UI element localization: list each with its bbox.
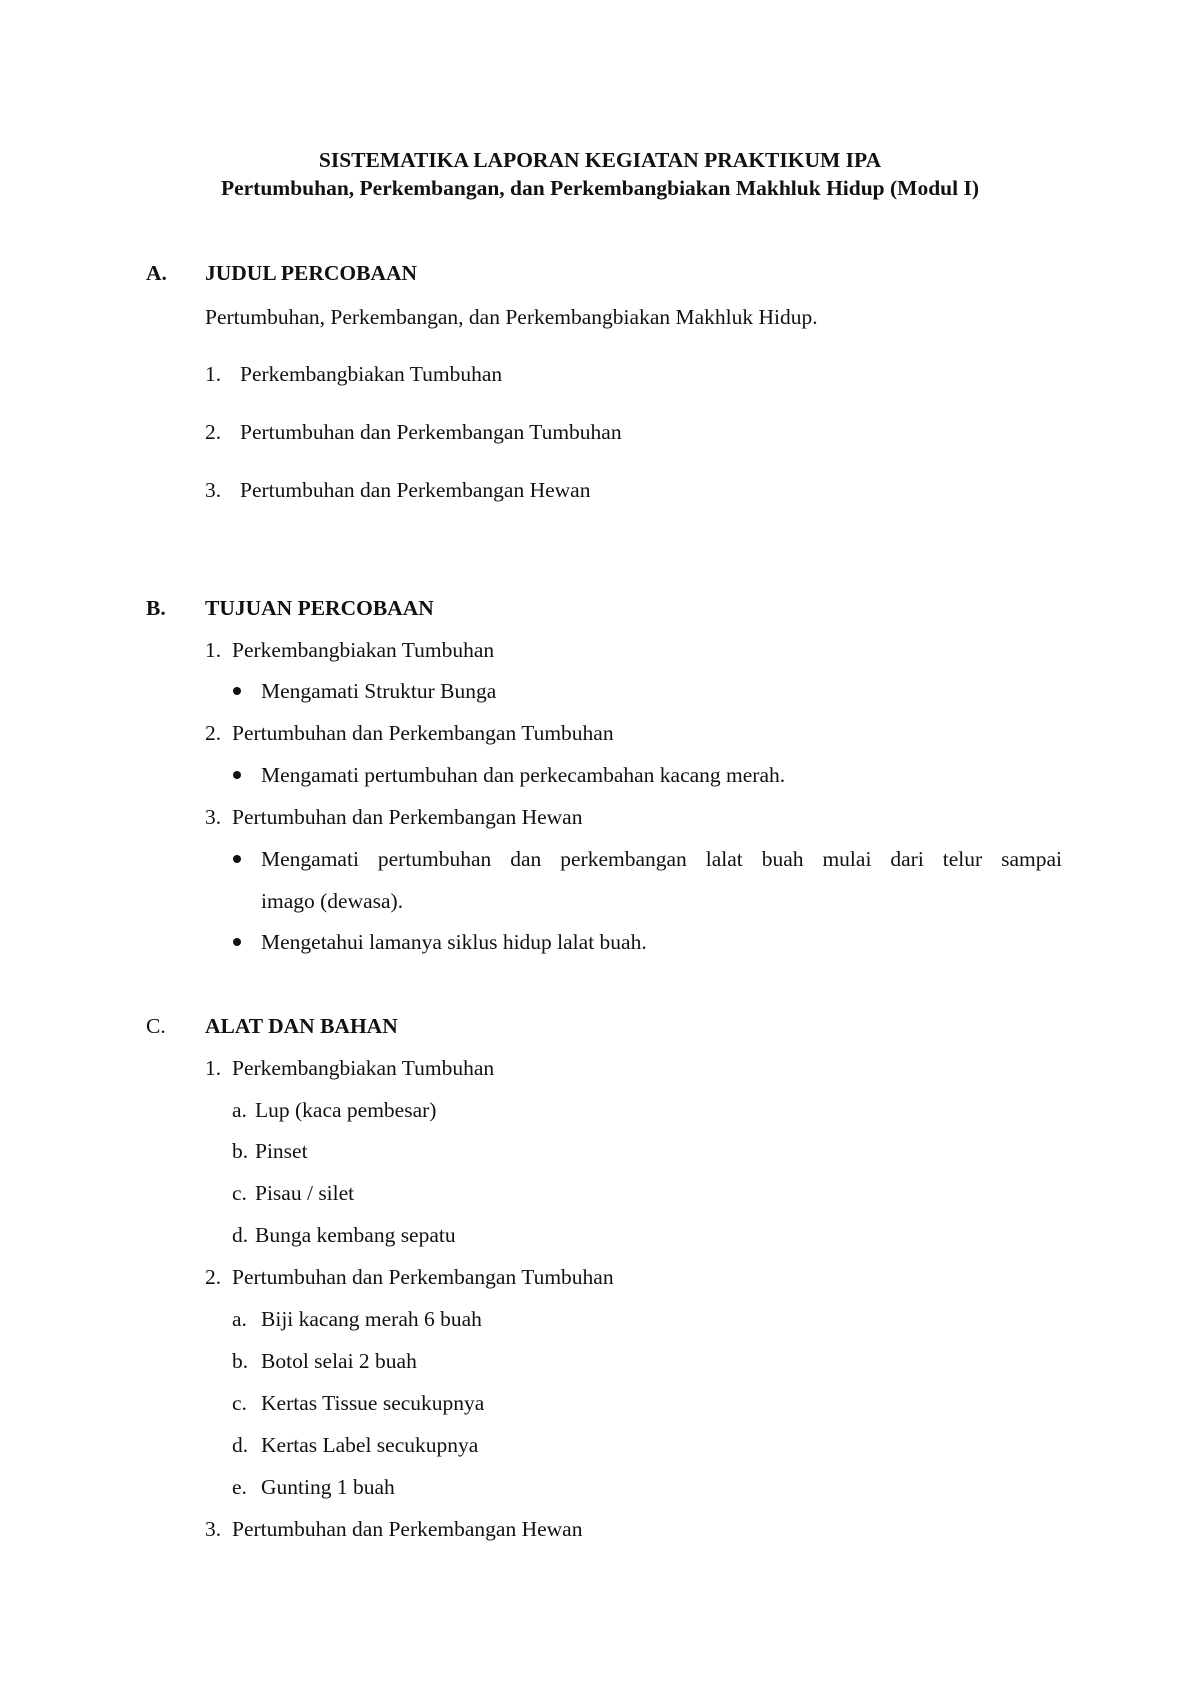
section-c-sub-text: Bunga kembang sepatu (255, 1223, 456, 1247)
section-b-label: B. (146, 596, 166, 620)
section-a-item-text: Pertumbuhan dan Perkembangan Tumbuhan (240, 420, 622, 444)
section-c-sub-letter: c. (232, 1181, 247, 1205)
section-a-item-number: 1. (205, 362, 222, 386)
section-c-sub-letter: d. (232, 1223, 249, 1247)
section-c-sub-letter: a. (232, 1307, 247, 1331)
section-a-item-text: Pertumbuhan dan Perkembangan Hewan (240, 478, 591, 502)
section-c-item-number: 3. (205, 1517, 222, 1541)
section-c-sub-text: Gunting 1 buah (261, 1475, 395, 1499)
section-a-intro: Pertumbuhan, Perkembangan, dan Perkembangbiakan Makhluk Hidup. (205, 305, 818, 329)
section-c-sub-text: Pinset (255, 1139, 308, 1163)
section-b-bullet-text: Mengetahui lamanya siklus hidup lalat buah. (261, 930, 647, 954)
section-a-label: A. (146, 261, 167, 285)
section-c-sub-text: Kertas Label secukupnya (261, 1433, 479, 1457)
section-b-bullet-text: Mengamati Struktur Bunga (261, 679, 497, 703)
bullet-icon (233, 687, 241, 695)
section-a-heading: JUDUL PERCOBAAN (205, 261, 418, 285)
section-c-sub-text: Botol selai 2 buah (261, 1349, 417, 1373)
section-b-heading: TUJUAN PERCOBAAN (205, 596, 434, 620)
section-b-item-text: Perkembangbiakan Tumbuhan (232, 638, 495, 662)
section-c-label: C. (146, 1014, 166, 1038)
section-c-item-number: 1. (205, 1056, 222, 1080)
section-a-item-number: 2. (205, 420, 222, 444)
section-b-item-text: Pertumbuhan dan Perkembangan Hewan (232, 805, 583, 829)
section-b-bullet-text: Mengamati pertumbuhan dan perkecambahan kacang merah. (261, 763, 786, 787)
document-subtitle: Pertumbuhan, Perkembangan, dan Perkembangbiakan Makhluk Hidup (Modul I) (220, 176, 980, 200)
section-c-sub-letter: c. (232, 1391, 247, 1415)
section-c-sub-text: Pisau / silet (255, 1181, 355, 1205)
section-c-item-text: Pertumbuhan dan Perkembangan Tumbuhan (232, 1265, 614, 1289)
section-c-sub-letter: b. (232, 1139, 249, 1163)
bullet-icon (233, 771, 241, 779)
section-b-item-number: 1. (205, 638, 222, 662)
section-c-sub-letter: d. (232, 1433, 249, 1457)
section-b-item-text: Pertumbuhan dan Perkembangan Tumbuhan (232, 721, 614, 745)
bullet-icon (233, 855, 241, 863)
section-c-sub-text: Kertas Tissue secukupnya (261, 1391, 485, 1415)
section-c-sub-letter: b. (232, 1349, 249, 1373)
section-c-sub-text: Lup (kaca pembesar) (255, 1098, 437, 1122)
section-b-item-number: 3. (205, 805, 222, 829)
bullet-icon (233, 938, 241, 946)
document-title: SISTEMATIKA LAPORAN KEGIATAN PRAKTIKUM IPA (318, 148, 882, 172)
section-a-item-number: 3. (205, 478, 222, 502)
section-c-sub-letter: a. (232, 1098, 247, 1122)
section-c-sub-text: Biji kacang merah 6 buah (261, 1307, 482, 1331)
section-a-item-text: Perkembangbiakan Tumbuhan (240, 362, 503, 386)
section-c-item-text: Perkembangbiakan Tumbuhan (232, 1056, 495, 1080)
section-b-bullet-continuation: imago (dewasa). (261, 889, 404, 913)
section-c-item-number: 2. (205, 1265, 222, 1289)
section-b-bullet-text: Mengamati pertumbuhan dan perkembangan lalat buah mulai dari telur sampai (261, 847, 1062, 871)
section-c-heading: ALAT DAN BAHAN (205, 1014, 398, 1038)
section-b-item-number: 2. (205, 721, 222, 745)
section-c-item-text: Pertumbuhan dan Perkembangan Hewan (232, 1517, 583, 1541)
section-c-sub-letter: e. (232, 1475, 247, 1499)
